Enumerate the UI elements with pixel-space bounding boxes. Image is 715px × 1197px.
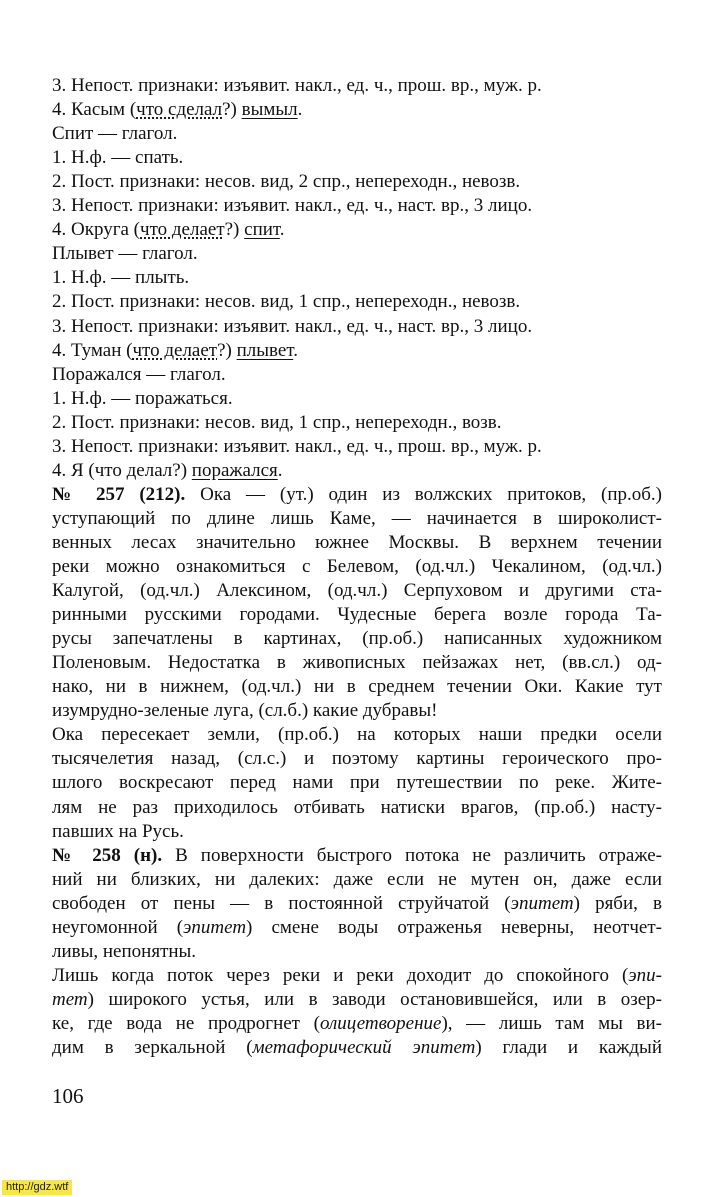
- text-run: ) ряби, в: [573, 893, 662, 914]
- text-run: ), — лишь там мы ви-: [441, 1013, 662, 1034]
- text-line: [52, 411, 662, 435]
- text-run: спит: [244, 219, 280, 240]
- text-run: ?): [217, 340, 237, 361]
- text-run: Поленовым. Недостатка в живописных пейзажах нет, (вв.сл.) од-: [52, 652, 662, 673]
- text-run: изумрудно-зеленые луга, (сл.б.) какие дубравы!: [52, 700, 438, 721]
- text-run: 4. Округа (: [52, 219, 141, 240]
- text-run: уступающий по длине лишь Каме, — начинается в широколист-: [52, 508, 662, 529]
- text-run: ?): [224, 219, 245, 240]
- text-run: 2. Пост. признаки: несов. вид, 2 спр., непереходн., невозв.: [52, 171, 521, 192]
- text-run: Плывет — глагол.: [52, 243, 198, 264]
- text-run: ний ни близких, ни далеких: даже если не мутен он, даже если: [52, 869, 662, 890]
- text-line: [52, 315, 662, 339]
- text-run: 3. Непост. признаки: изъявит. накл., ед. ч., наст. вр., 3 лицо.: [52, 316, 533, 337]
- text-run: венных лесах значительно южнее Москвы. В верхнем течении: [52, 532, 662, 553]
- text-run: 2. Пост. признаки: несов. вид, 1 спр., непереходн., возв.: [52, 412, 502, 433]
- text-line: [52, 531, 662, 555]
- text-run: ливы, непонятны.: [52, 941, 197, 962]
- text-run: олицетворение: [319, 1013, 442, 1034]
- text-line: [52, 339, 662, 363]
- text-line: [52, 194, 662, 218]
- text-line: [52, 699, 662, 723]
- text-run: нако, ни в нижнем, (од.чл.) ни в среднем течении Оки. Какие тут: [52, 676, 662, 697]
- text-line: [52, 988, 662, 1012]
- text-run: ?): [222, 99, 242, 120]
- text-run: .: [279, 219, 285, 240]
- text-line: [52, 435, 662, 459]
- text-run: № 258 (н).: [52, 845, 163, 866]
- text-run: 3. Непост. признаки: изъявит. накл., ед. ч., прош. вр., муж. р.: [52, 436, 542, 457]
- text-line: [52, 555, 662, 579]
- text-run: 1. Н.ф. — спать.: [52, 147, 184, 168]
- text-run: 1. Н.ф. — поражаться.: [52, 388, 233, 409]
- text-line: [52, 459, 662, 483]
- text-run: ) широкого устья, или в заводи остановившейся, или в озер-: [87, 989, 662, 1010]
- text-line: [52, 363, 662, 387]
- text-line: [52, 1036, 662, 1060]
- text-line: [52, 651, 662, 675]
- text-run: тет: [52, 989, 88, 1010]
- text-line: [52, 796, 662, 820]
- text-line: [52, 964, 662, 988]
- text-line: [52, 771, 662, 795]
- text-run: ) глади и каждый: [475, 1037, 662, 1058]
- text-run: плывет: [236, 340, 294, 361]
- text-line: [52, 290, 662, 314]
- text-run: .: [297, 99, 303, 120]
- text-run: Калугой, (од.чл.) Алексином, (од.чл.) Серпуховом и другими ста-: [52, 580, 662, 601]
- text-line: [52, 218, 662, 242]
- text-run: что делает: [140, 219, 225, 240]
- text-run: 3. Непост. признаки: изъявит. накл., ед. ч., наст. вр., 3 лицо.: [52, 195, 533, 216]
- text-line: [52, 266, 662, 290]
- text-line: [52, 892, 662, 916]
- text-line: [52, 627, 662, 651]
- text-run: 4. Туман (: [52, 340, 133, 361]
- text-line: [52, 747, 662, 771]
- text-run: Поражался — глагол.: [52, 364, 226, 385]
- text-line: [52, 1012, 662, 1036]
- watermark-link[interactable]: http://gdz.wtf: [2, 1180, 72, 1195]
- text-run: вымыл: [241, 99, 298, 120]
- text-line: [52, 868, 662, 892]
- text-run: Спит — глагол.: [52, 123, 178, 144]
- text-line: [52, 507, 662, 531]
- text-run: эпитет: [183, 917, 247, 938]
- text-line: [52, 675, 662, 699]
- text-run: эпи-: [628, 965, 662, 986]
- text-run: павших на Русь.: [52, 821, 184, 842]
- text-run: шлого воскресают перед нами при путешествии по реке. Жите-: [52, 772, 662, 793]
- text-run: .: [293, 340, 298, 361]
- text-line: [52, 603, 662, 627]
- text-line: [52, 74, 662, 98]
- text-run: 1. Н.ф. — плыть.: [52, 267, 190, 288]
- text-run: 3. Непост. признаки: изъявит. накл., ед. ч., прош. вр., муж. р.: [52, 75, 542, 96]
- text-run: реки можно ознакомиться с Белевом, (од.чл.) Чекалином, (од.чл.): [52, 556, 662, 577]
- text-run: 4. Я (что делал?): [52, 460, 192, 481]
- text-line: [52, 387, 662, 411]
- page-number: 106: [52, 1084, 84, 1108]
- text-run: 2. Пост. признаки: несов. вид, 1 спр., непереходн., невозв.: [52, 291, 521, 312]
- text-run: ке, где вода не продрогнет (: [52, 1013, 320, 1034]
- text-line: [52, 723, 662, 747]
- text-line: [52, 483, 662, 507]
- text-run: эпитет: [510, 893, 574, 914]
- text-run: свободен от пены — в постоянной струйчатой (: [52, 893, 511, 914]
- text-run: тысячелетия назад, (сл.с.) и поэтому картины героического про-: [52, 748, 662, 769]
- text-run: Ока пересекает земли, (пр.об.) на которых наши предки осели: [52, 724, 662, 745]
- text-run: 4. Касым (: [52, 99, 137, 120]
- text-run: В поверхности быстрого потока не различить отраже-: [162, 845, 662, 866]
- text-run: что сделал: [136, 99, 223, 120]
- text-line: [52, 844, 662, 868]
- text-run: русы запечатлены в картинах, (пр.об.) написанных художником: [52, 628, 662, 649]
- text-line: [52, 98, 662, 122]
- text-run: ) смене воды отраженья неверны, неотчет-: [246, 917, 662, 938]
- text-line: [52, 242, 662, 266]
- text-run: поражался: [191, 460, 278, 481]
- text-line: [52, 579, 662, 603]
- text-run: лям не раз приходилось отбивать натиски врагов, (пр.об.) насту-: [52, 797, 662, 818]
- text-run: неугомонной (: [52, 917, 184, 938]
- text-run: дим в зеркальной (: [52, 1037, 253, 1058]
- text-run: Ока — (ут.) один из волжских притоков, (пр.об.): [185, 484, 662, 505]
- text-run: что делает: [132, 340, 218, 361]
- text-run: № 257 (212).: [52, 484, 186, 505]
- text-line: [52, 820, 662, 844]
- text-line: [52, 146, 662, 170]
- text-run: метафорический эпитет: [252, 1037, 476, 1058]
- text-run: .: [277, 460, 283, 481]
- text-run: ринными русскими городами. Чудесные берега возле города Та-: [52, 604, 662, 625]
- text-line: [52, 940, 662, 964]
- text-line: [52, 170, 662, 194]
- text-line: [52, 916, 662, 940]
- text-line: [52, 122, 662, 146]
- text-run: Лишь когда поток через реки и реки доходит до спокойного (: [52, 965, 629, 986]
